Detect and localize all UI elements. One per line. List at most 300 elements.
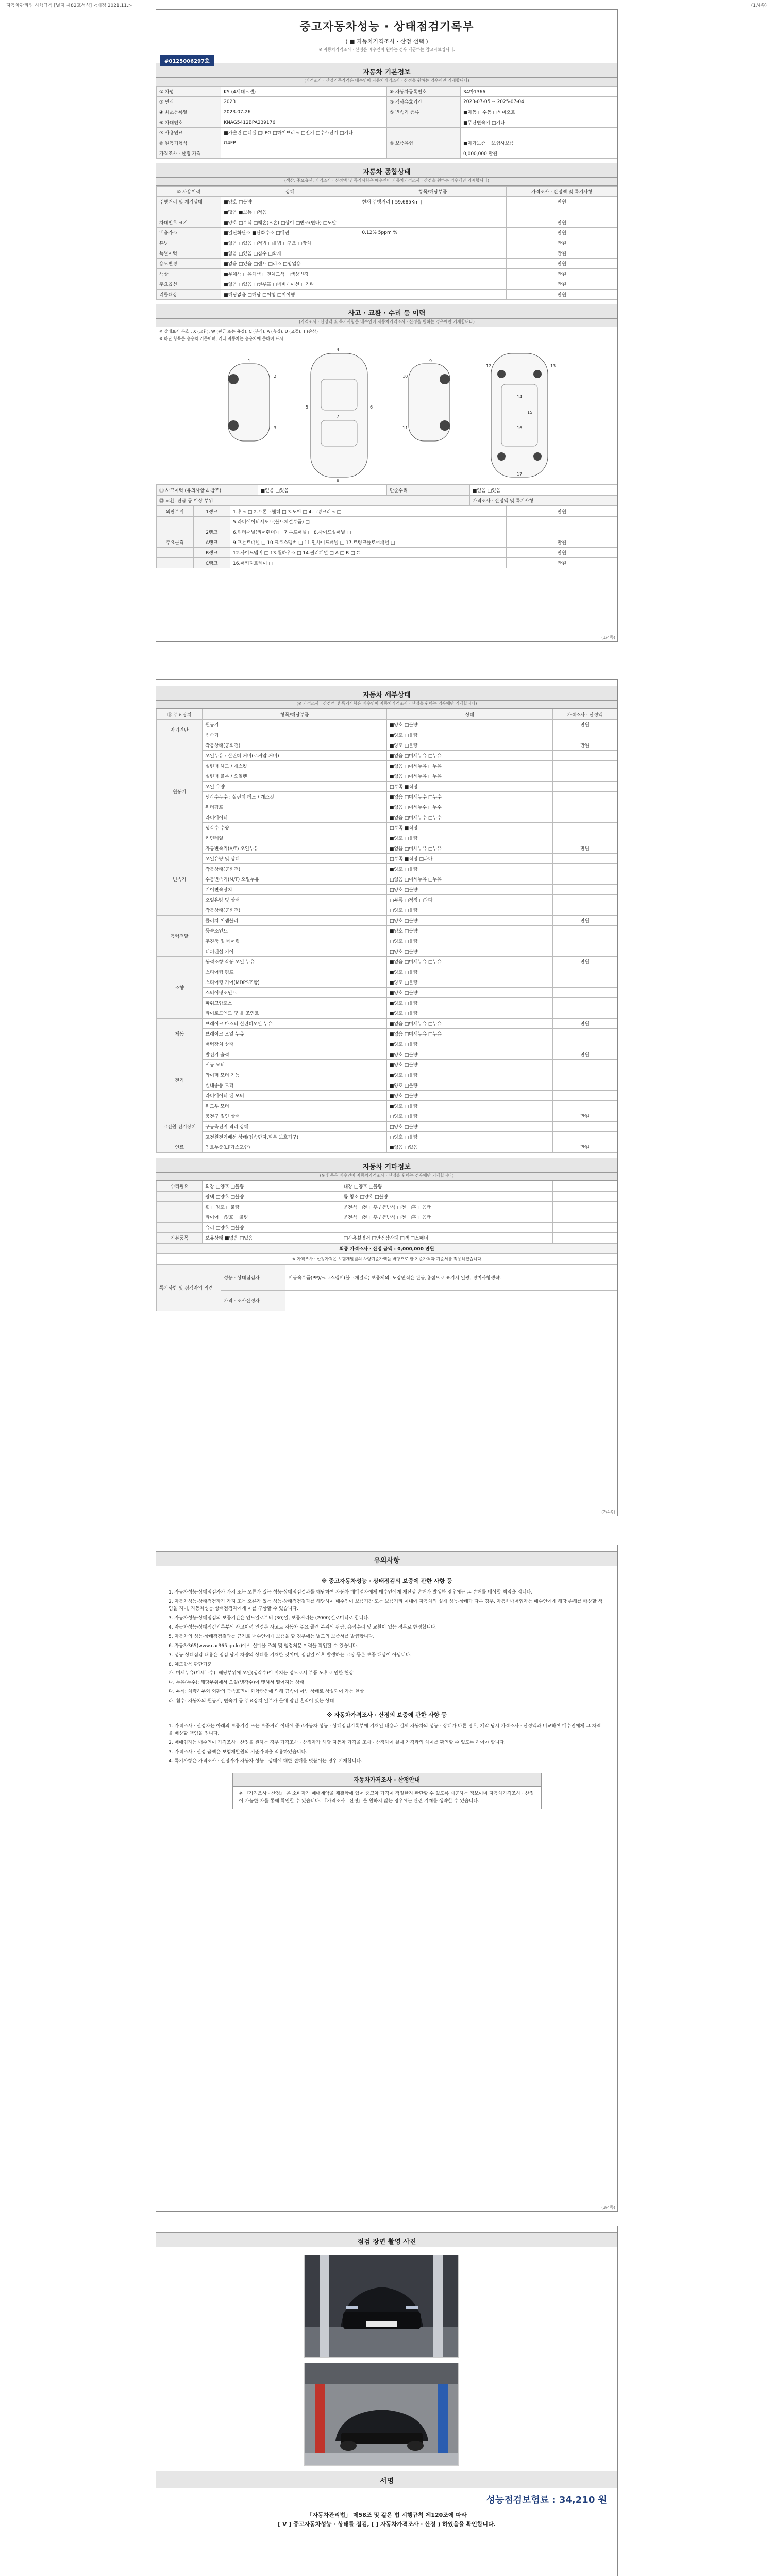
part-name: 냉각수 수량 xyxy=(203,823,387,833)
part-price xyxy=(552,1008,617,1019)
part-price xyxy=(552,761,617,771)
part-status: □없음 □미세누유 □누유 xyxy=(386,874,552,885)
part-price: 만원 xyxy=(552,1019,617,1029)
part-price xyxy=(552,1039,617,1049)
part-price xyxy=(552,1029,617,1039)
part-price xyxy=(552,905,617,916)
device-group-label: 조향 xyxy=(157,957,203,1019)
part-name: 실내송풍 모터 xyxy=(203,1080,387,1091)
part-name: 디퍼렌셜 기어 xyxy=(203,946,387,957)
detail-row xyxy=(157,946,617,957)
part-name: 추진축 및 베어링 xyxy=(203,936,387,946)
detail-row xyxy=(157,771,617,782)
rank-price: 만원 xyxy=(507,558,617,568)
part-status: ■양호 □불량 xyxy=(386,998,552,1008)
part-status: ■양호 □불량 xyxy=(386,720,552,730)
item-price: 만원 xyxy=(507,197,617,207)
field-label xyxy=(386,117,460,128)
part-name: 구동축전지 격리 상태 xyxy=(203,1122,387,1132)
notice-item: 8. 체크항목 판단기준 xyxy=(169,1662,212,1667)
rank-parts: 16.패키지트레이 □ xyxy=(230,558,507,568)
status-row xyxy=(157,279,617,290)
panel-number: 7 xyxy=(337,414,340,419)
device-group-label: 동력전달 xyxy=(157,916,203,957)
field-label: ⑥ 차대번호 xyxy=(157,117,221,128)
part-status: ■없음 □미세누수 □누수 xyxy=(386,802,552,812)
parts-rank-table xyxy=(156,506,617,568)
panel-number: 6 xyxy=(370,405,373,410)
warranty-section-title: ※ 중고자동차성능 · 상태점검의 보증에 관한 사항 등 xyxy=(321,1578,452,1584)
column-header: ⑬ 주요장치 xyxy=(157,709,203,720)
column-header: 가격조사 · 산정액 xyxy=(552,709,617,720)
panel-number: 8 xyxy=(337,478,340,483)
detail-row xyxy=(157,854,617,864)
rank-price xyxy=(507,527,617,537)
part-price xyxy=(552,771,617,782)
form-reference: 자동차관리법 시행규칙 [별지 제82호서식] <개정 2021.11.> xyxy=(6,3,132,8)
part-name: 와이퍼 모터 기능 xyxy=(203,1070,387,1080)
etc-info-subheading: (※ 항목은 매수인이 자동차가격조사 · 산정을 원하는 경우에만 기재합니다) xyxy=(156,1173,617,1181)
part-status: □양호 □불량 xyxy=(386,1132,552,1142)
device-group-label: 제동 xyxy=(157,1019,203,1049)
inspection-photo-front xyxy=(304,2255,459,2358)
part-price: 만원 xyxy=(552,957,617,967)
accident-summary-table xyxy=(156,485,617,506)
part-price xyxy=(552,895,617,905)
etc-row xyxy=(157,1223,617,1233)
abnormal-parts-label: ⑫ 교환, 판금 등 이상 부위 xyxy=(157,496,470,506)
vehicle-outline-drawing xyxy=(156,343,617,485)
basic-info-table xyxy=(156,86,617,159)
detail-row xyxy=(157,905,617,916)
column-header: 상태 xyxy=(386,709,552,720)
part-price: 만원 xyxy=(552,720,617,730)
price-guide-body: ※ 『가격조사 · 산정』 은 소비자가 매매계약을 체결함에 있어 중고차 가격이 적절한지 판단할 수 있도록 제공하는 정보이며 자동차가격조사 · 산정이 가능한 자를 통해 확인할 수 있습니다. 『가격조사 · 산정』을 원하지 않는 경우에는 관련 기재를 생략할 수 있습니다. xyxy=(239,1791,534,1804)
document-number: #0125006297호 xyxy=(160,55,214,66)
etc-group xyxy=(157,1212,203,1223)
part-price xyxy=(552,1080,617,1091)
part-status: ■양호 □불량 xyxy=(386,988,552,998)
etc-group: 수리필요 xyxy=(157,1181,203,1192)
warranty-notice-list xyxy=(169,1589,605,1705)
basic-info-row xyxy=(157,107,617,117)
part-status: □부족 ■적정 □과다 xyxy=(386,854,552,864)
field-value: KNAG5412BPA239176 xyxy=(221,117,387,128)
accident-history-subheading: (가격조사 · 산정액 및 특기사항은 매수인이 자동차가격조사 · 산정을 원하는 경우에만 기재합니다) xyxy=(156,319,617,327)
part-status: ■없음 □미세누유 □누유 xyxy=(386,761,552,771)
accident-history-label: ⑪ 사고이력 (유의사항 4 참조) xyxy=(157,485,258,496)
etc-item: 휠 □양호 □불량 xyxy=(203,1202,341,1212)
panel-number: 12 xyxy=(486,364,492,368)
form-header-bar xyxy=(0,0,773,9)
detail-row xyxy=(157,761,617,771)
part-price xyxy=(552,946,617,957)
insurance-fee: 성능점검보험료 : 34,210 원 xyxy=(156,2488,617,2509)
field-label: ① 차명 xyxy=(157,87,221,97)
price-assessor-label: 가격 · 조사산정자 xyxy=(221,1291,285,1311)
item-status: ■없음 □있음 □렌트 □리스 □영업용 xyxy=(221,259,359,269)
rank-group xyxy=(157,548,194,558)
rank-price: 만원 xyxy=(507,506,617,517)
part-name: 연료누출(LP가스포함) xyxy=(203,1142,387,1153)
etc-group xyxy=(157,1192,203,1202)
panel-number: 1 xyxy=(248,359,251,363)
part-status: □부족 □적정 □과다 xyxy=(386,895,552,905)
panel-number: 15 xyxy=(527,410,533,415)
detail-row xyxy=(157,740,617,751)
field-label: ⑤ 변속기 종류 xyxy=(386,107,460,117)
column-header: 상태 xyxy=(221,187,359,197)
part-price xyxy=(552,977,617,988)
confirmation-statement xyxy=(156,2511,617,2529)
field-label: ⑧ 자동차등록번호 xyxy=(386,87,460,97)
etc-group xyxy=(157,1223,203,1233)
part-price xyxy=(552,802,617,812)
part-status: ■양호 □불량 xyxy=(386,977,552,988)
status-row xyxy=(157,248,617,259)
simple-repair-value: ■없음 □있음 xyxy=(469,485,617,496)
overall-status-heading: 자동차 종합상태 xyxy=(156,163,617,178)
rank-level: A랭크 xyxy=(193,537,230,548)
rank-group: 외판부위 xyxy=(157,506,194,517)
special-notes-label: 특기사항 및 점검자의 의견 xyxy=(157,1265,221,1311)
field-value: ■무단변속기 □기타 xyxy=(461,117,617,128)
part-name: 오일유량 및 상태 xyxy=(203,854,387,864)
part-name: 윈도우 모터 xyxy=(203,1101,387,1111)
part-price xyxy=(552,812,617,823)
item-status: ■양호 □불량 xyxy=(221,197,359,207)
etc-item: 외장 □양호 □불량 xyxy=(203,1181,341,1192)
part-price xyxy=(552,926,617,936)
part-status: ■없음 □미세누유 □누유 xyxy=(386,1029,552,1039)
field-label: ④ 최초등록일 xyxy=(157,107,221,117)
notice-item: 6. 자동차365(www.car365.go.kr)에서 실매물 조회 및 행정처분 이력을 확인할 수 있습니다. xyxy=(169,1643,359,1649)
part-name: 작동상태(공회전) xyxy=(203,905,387,916)
part-status: ■양호 □불량 xyxy=(386,833,552,843)
part-status: ■없음 □미세누유 □누유 xyxy=(386,751,552,761)
item-status: ■없음 □있음 □침수 □화재 xyxy=(221,248,359,259)
etc-item: 광택 □양호 □불량 xyxy=(203,1192,341,1202)
item-label: 튜닝 xyxy=(157,238,221,248)
item-price xyxy=(507,207,617,217)
panel-number: 17 xyxy=(517,472,523,477)
item-price: 만원 xyxy=(507,217,617,228)
part-status: ■양호 □불량 xyxy=(386,1101,552,1111)
rank-price: 만원 xyxy=(507,548,617,558)
status-row xyxy=(157,259,617,269)
item-detail xyxy=(359,217,507,228)
item-detail: 현재 주행거리 [ 59,685Km ] xyxy=(359,197,507,207)
part-price xyxy=(552,936,617,946)
part-price xyxy=(552,751,617,761)
basic-info-row xyxy=(157,148,617,159)
page-number: (3/4쪽) xyxy=(601,2205,615,2210)
rank-group xyxy=(157,517,194,527)
field-value: ■자동 □수동 □세미오토 xyxy=(461,107,617,117)
item-label: 용도변경 xyxy=(157,259,221,269)
field-label: ③ 검사유효기간 xyxy=(386,97,460,107)
part-status: □양호 □불량 xyxy=(386,1122,552,1132)
field-value: K5 (4세대모델) xyxy=(221,87,387,97)
part-price: 만원 xyxy=(552,843,617,854)
part-name: 브레이크 오일 누유 xyxy=(203,1029,387,1039)
part-name: 고전원전기배선 상태(접속단자,피복,보호기구) xyxy=(203,1132,387,1142)
part-price xyxy=(552,1070,617,1080)
etc-group: 기본품목 xyxy=(157,1233,203,1243)
signature-heading: 서명 xyxy=(156,2471,617,2488)
part-status: ■양호 □불량 xyxy=(386,1039,552,1049)
field-value: 34마1366 xyxy=(461,87,617,97)
notice-item: 3. 가격조사 · 산정 금액은 보험개발원의 기준가격을 적용하였습니다. xyxy=(169,1750,308,1755)
price-guide-title: 자동차가격조사 · 산정안내 xyxy=(233,1773,541,1787)
field-value xyxy=(461,128,617,138)
rank-level xyxy=(193,517,230,527)
page-number: (1/4쪽) xyxy=(601,635,615,640)
part-status: ■양호 □불량 xyxy=(386,926,552,936)
page-2 xyxy=(156,679,618,1516)
item-label: 특별이력 xyxy=(157,248,221,259)
detail-row xyxy=(157,802,617,812)
notices-heading: 유의사항 xyxy=(156,1551,617,1566)
item-status: ■없음 □있음 □적법 □불법 □구조 □장치 xyxy=(221,238,359,248)
part-name: 배력장치 상태 xyxy=(203,1039,387,1049)
notice-item: 나. 누유(누수): 해당부위에서 오일(냉각수)이 맺혀서 떨어지는 상태 xyxy=(169,1680,305,1686)
detail-row xyxy=(157,1070,617,1080)
detail-row xyxy=(157,782,617,792)
rank-price: 만원 xyxy=(507,537,617,548)
item-detail xyxy=(359,238,507,248)
inspector-label: 성능 · 상태점검자 xyxy=(221,1265,285,1291)
column-header: 항목/해당부품 xyxy=(203,709,387,720)
etc-item: 유리 □양호 □불량 xyxy=(203,1223,341,1233)
part-price xyxy=(552,967,617,977)
detail-row xyxy=(157,916,617,926)
basic-info-heading: 자동차 기본정보 xyxy=(156,63,617,78)
rank-parts: 1.후드 □ 2.프론트휀더 □ 3.도어 □ 4.트렁크리드 □ xyxy=(230,506,507,517)
accident-history-heading: 사고 · 교환 · 수리 등 이력 xyxy=(156,304,617,319)
part-name: 실린더 헤드 / 개스킷 xyxy=(203,761,387,771)
item-detail: 0.12% 5ppm % xyxy=(359,228,507,238)
item-detail xyxy=(359,259,507,269)
etc-info-heading: 자동차 기타정보 xyxy=(156,1158,617,1173)
item-status: ■일산화탄소 ■탄화수소 □매연 xyxy=(221,228,359,238)
item-detail xyxy=(359,269,507,279)
basic-info-row xyxy=(157,128,617,138)
price-guide-box xyxy=(232,1773,542,1809)
etc-row xyxy=(157,1181,617,1192)
detail-row xyxy=(157,812,617,823)
rank-parts: 6.쿼터패널(리어휀더) □ 7.루프패널 □ 8.사이드실패널 □ xyxy=(230,527,507,537)
rank-row xyxy=(157,558,617,568)
part-status: ■양호 □불량 xyxy=(386,1091,552,1101)
detail-row xyxy=(157,1132,617,1142)
panel-number: 13 xyxy=(550,364,556,368)
detail-row xyxy=(157,926,617,936)
rank-row xyxy=(157,517,617,527)
part-status: ■없음 □미세누유 □누유 xyxy=(386,1019,552,1029)
etc-item-detail xyxy=(341,1223,552,1233)
part-name: 발전기 출력 xyxy=(203,1049,387,1060)
notice-item: 다. 부식: 차량하부와 외판의 금속표면이 화학반응에 의해 금속이 아닌 상태로 상실되어 가는 현상 xyxy=(169,1689,364,1695)
etc-item: 보유상태 ■없음 □있음 xyxy=(203,1233,341,1243)
item-label: 주요옵션 xyxy=(157,279,221,290)
notice-item: 1. 자동차성능·상태점검자가 가지 또는 오류가 있는 성능·상태점검결과를 해당하여 자동차 매매업자에게 매수인에게 재산상 손해가 발생한 경우에는 그 손해를 배상할 책임을 집니다. xyxy=(169,1590,533,1596)
accident-history-value: ■없음 □있음 xyxy=(258,485,386,496)
part-status: □양호 □불량 xyxy=(386,885,552,895)
detail-row xyxy=(157,1122,617,1132)
basic-info-row xyxy=(157,117,617,128)
part-price xyxy=(552,823,617,833)
item-detail xyxy=(359,207,507,217)
final-price-label: 최종 가격조사 · 산정 금액 : 0,000,000 만원 xyxy=(157,1244,617,1254)
document-title-block xyxy=(156,10,617,56)
rank-row xyxy=(157,548,617,558)
detail-row xyxy=(157,1019,617,1029)
device-group-label: 변속기 xyxy=(157,843,203,916)
status-row xyxy=(157,228,617,238)
part-status: □부족 ■적정 xyxy=(386,782,552,792)
document-title: 중고자동차성능 · 상태점검기록부 xyxy=(299,21,474,33)
etc-price xyxy=(552,1233,617,1243)
part-status: □양호 □불량 xyxy=(386,916,552,926)
device-group-label: 고전원 전기장치 xyxy=(157,1111,203,1142)
field-label xyxy=(386,128,460,138)
item-price: 만원 xyxy=(507,248,617,259)
part-status: ■양호 □불량 xyxy=(386,864,552,874)
document-note: ※ 자동차가격조사 · 산정은 매수인이 원하는 경우 제공하는 참고자료입니다. xyxy=(318,47,455,52)
final-price-table xyxy=(156,1243,617,1264)
final-price-value: 0,000,000 만원 xyxy=(397,1247,434,1252)
detail-row xyxy=(157,1111,617,1122)
field-value: 2023 xyxy=(221,97,387,107)
column-header: 항목/해당부품 xyxy=(359,187,507,197)
field-value: G4FP xyxy=(221,138,387,148)
device-group-label: 자기진단 xyxy=(157,720,203,740)
rank-parts: 9.프론트패널 □ 10.크로스멤버 □ 11.인사이드패널 □ 17.트렁크플로어패널 □ xyxy=(230,537,507,548)
rank-price xyxy=(507,517,617,527)
detail-row xyxy=(157,895,617,905)
field-label xyxy=(386,148,460,159)
part-status: ■없음 □있음 xyxy=(386,1142,552,1153)
detail-status-subheading: (※ 가격조사 · 산정액 및 특기사항은 매수인이 자동차가격조사 · 산정을 원하는 경우에만 기재합니다) xyxy=(156,701,617,709)
part-name: 실린더 블록 / 오일팬 xyxy=(203,771,387,782)
part-name: 파워고압호스 xyxy=(203,998,387,1008)
field-label: ② 연식 xyxy=(157,97,221,107)
document-subtitle: ( ■ 자동차가격조사 · 산정 선택 ) xyxy=(345,38,428,45)
item-price: 만원 xyxy=(507,290,617,300)
detail-row xyxy=(157,1101,617,1111)
part-status: ■없음 □미세누유 □누유 xyxy=(386,957,552,967)
status-row xyxy=(157,207,617,217)
field-value xyxy=(221,148,387,159)
part-status: ■양호 □불량 xyxy=(386,1070,552,1080)
item-price: 만원 xyxy=(507,238,617,248)
item-price: 만원 xyxy=(507,269,617,279)
part-price: 만원 xyxy=(552,916,617,926)
overall-status-subheading: (색상, 주요옵션, 가격조사 · 산정액 및 특기사항은 매수인이 자동차가격조사 · 산정을 원하는 경우에만 기재합니다) xyxy=(156,178,617,186)
simple-repair-label: 단순수리 xyxy=(386,485,469,496)
confirmation-text: [ V ] 중고자동차성능 · 상태를 점검, [ ] 자동차가격조사 · 산정 ) 하였음을 확인합니다. xyxy=(278,2520,496,2528)
vehicle-damage-diagram xyxy=(156,343,617,485)
etc-price xyxy=(552,1202,617,1212)
detail-row xyxy=(157,885,617,895)
field-value: 0,000,000 만원 xyxy=(461,148,617,159)
etc-price xyxy=(552,1212,617,1223)
part-price: 만원 xyxy=(552,1111,617,1122)
part-status: ■없음 □미세누유 □누유 xyxy=(386,843,552,854)
part-status: ■양호 □불량 xyxy=(386,1060,552,1070)
item-price: 만원 xyxy=(507,279,617,290)
status-row xyxy=(157,290,617,300)
final-price-note: ※ 가격조사 · 산정가격은 보험개발원의 차량기준가액을 바탕으로 한 기준가격과 기준서를 적용하였습니다 xyxy=(157,1254,617,1264)
item-label: 색상 xyxy=(157,269,221,279)
column-header: 가격조사 · 산정액 및 특기사항 xyxy=(507,187,617,197)
detail-row xyxy=(157,1029,617,1039)
part-status: □양호 □불량 xyxy=(386,1111,552,1122)
item-detail xyxy=(359,248,507,259)
detail-row xyxy=(157,751,617,761)
part-name: 오일 유량 xyxy=(203,782,387,792)
detail-row xyxy=(157,1080,617,1091)
detail-row xyxy=(157,936,617,946)
part-name: 시동 모터 xyxy=(203,1060,387,1070)
part-name: 오일유량 및 상태 xyxy=(203,895,387,905)
part-name: 스티어링 기어(MDPS포함) xyxy=(203,977,387,988)
rank-parts: 12.사이드멤버 □ 13.휠하우스 □ 14.필러패널 □ A □ B □ C xyxy=(230,548,507,558)
part-name: 냉각수누수 : 실린더 헤드 / 개스킷 xyxy=(203,792,387,802)
part-name: 라디에이터 팬 모터 xyxy=(203,1091,387,1101)
part-name: 작동상태(공회전) xyxy=(203,740,387,751)
part-name: 작동상태(공회전) xyxy=(203,864,387,874)
field-value: ■자가보증 □보험사보증 xyxy=(461,138,617,148)
part-price xyxy=(552,833,617,843)
detail-row xyxy=(157,1091,617,1101)
notice-item: 1. 가격조사 · 산정자는 아래의 보증기간 또는 보증거리 이내에 중고자동차 성능 · 상태점검기록부에 기재된 내용과 실제 자동차의 성능 · 상태가 다른 경우, 계약 당시 가격조사 · 산정액과 비교하여 매수인에게 그 차액을 배상할 책임을 집니다. xyxy=(169,1724,601,1737)
part-status: ■양호 □불량 xyxy=(386,730,552,740)
status-row xyxy=(157,217,617,228)
panel-number: 16 xyxy=(517,426,523,430)
rank-group xyxy=(157,558,194,568)
panel-number: 9 xyxy=(429,359,432,363)
rank-level: 2랭크 xyxy=(193,527,230,537)
detail-status-table xyxy=(156,709,617,1153)
panel-number: 4 xyxy=(337,347,340,352)
inspector-opinion: 비금속부품(PP)/크로스멤버(볼트체결식) 보증제외, 도장면적은 판금,용접으로 표기시 일광, 경미사항생략. xyxy=(285,1265,617,1291)
notice-item: 가. 미세누유(미세누수): 해당부위에 오일(냉각수)이 비치는 정도로서 부품 노후로 인한 현상 xyxy=(169,1671,354,1676)
item-status: ■없음 □있음 □썬루프 □네비게이션 □기타 xyxy=(221,279,359,290)
etc-price xyxy=(552,1181,617,1192)
panel-number: 10 xyxy=(402,374,408,379)
detail-row xyxy=(157,1008,617,1019)
photo-section-heading: 점검 장면 촬영 사진 xyxy=(156,2232,617,2247)
field-label: ⑦ 사용연료 xyxy=(157,128,221,138)
detail-row xyxy=(157,864,617,874)
etc-row xyxy=(157,1212,617,1223)
part-price: 만원 xyxy=(552,1049,617,1060)
detail-row xyxy=(157,1049,617,1060)
field-value: 2023-07-05 ~ 2025-07-04 xyxy=(461,97,617,107)
part-price: 만원 xyxy=(552,740,617,751)
part-price xyxy=(552,782,617,792)
part-name: 워터펌프 xyxy=(203,802,387,812)
device-group-label: 원동기 xyxy=(157,740,203,843)
detail-row xyxy=(157,1039,617,1049)
rank-level: C랭크 xyxy=(193,558,230,568)
part-name: 자동변속기(A/T) 오일누유 xyxy=(203,843,387,854)
etc-item-detail: 룸 청소 □양호 □불량 xyxy=(341,1192,552,1202)
notice-item: 2. 자동차성능·상태점검자가 가지 또는 오류가 있는 성능·상태점검결과를 해당하여 매수인이 보증기간 또는 보증거리 이내에 자동차의 실제 성능·상태가 다른 경우, 자동차매매업자는 매수인에게 해당 손해를 배상할 책임을 지며, 자동차성능·상태점검자에게 이를 구상할 수 있습니다. xyxy=(169,1599,603,1612)
detail-row xyxy=(157,874,617,885)
